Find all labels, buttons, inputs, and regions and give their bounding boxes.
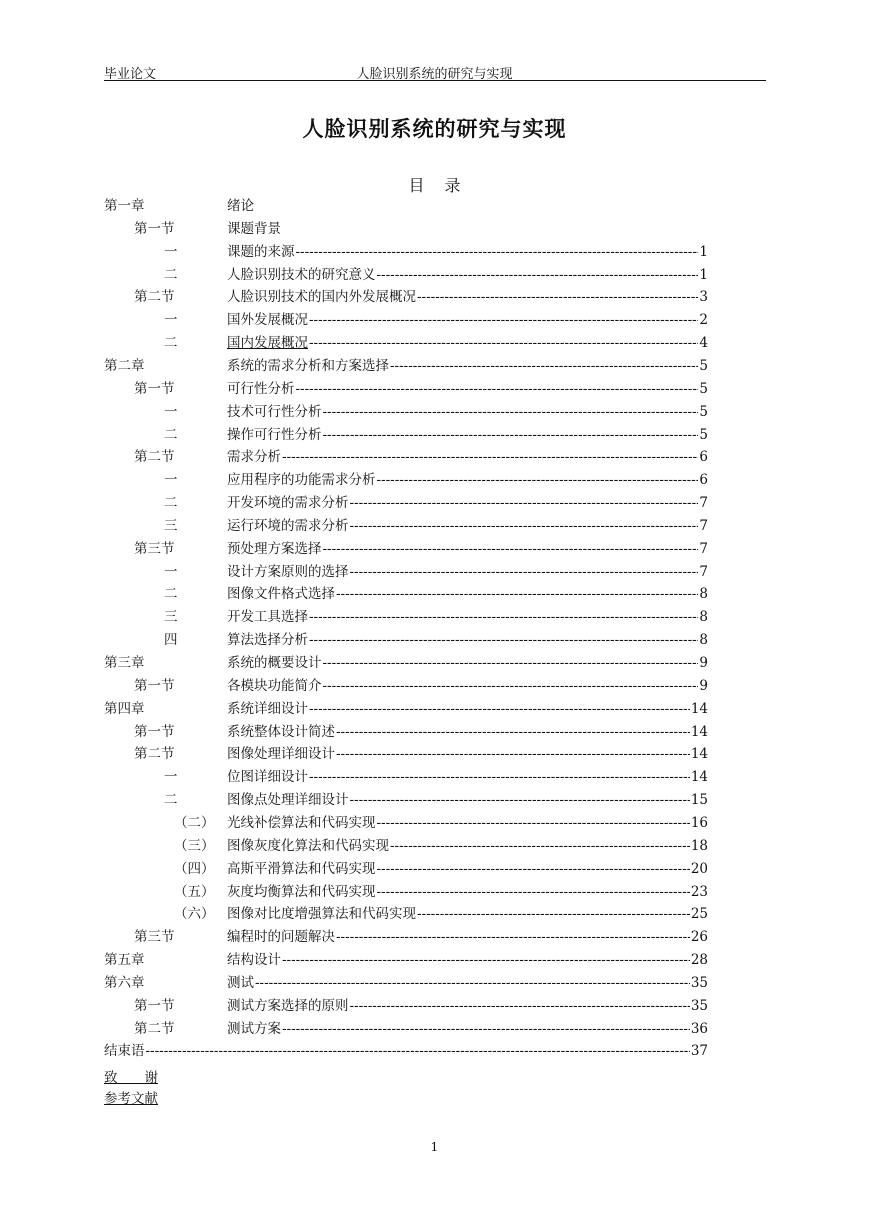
toc-entry-number: 第二节 <box>134 1020 175 1037</box>
toc-entry[interactable] <box>0 973 869 993</box>
toc-entry-page: 36 <box>690 1020 708 1037</box>
toc-entry-page: 28 <box>690 952 708 969</box>
toc-entry-title: 预处理方案选择 <box>227 540 322 557</box>
toc-entry-page: 6 <box>699 472 708 489</box>
toc-entry-title: 测试 <box>227 974 254 991</box>
toc-entry-number: 一 <box>164 563 178 580</box>
toc-entry-page: 5 <box>699 403 708 420</box>
toc-entry-title: 位图详细设计 <box>227 769 308 786</box>
toc-entry[interactable] <box>0 950 869 970</box>
toc-entry-number: 第一节 <box>134 723 175 740</box>
toc-leader-dashes <box>350 562 699 582</box>
toc-entry-number: 三 <box>164 609 178 626</box>
toc-leader-dashes <box>323 539 699 559</box>
toc-entry-page: 20 <box>690 860 708 877</box>
toc-entry-title: 国外发展概况 <box>227 312 308 329</box>
toc-entry[interactable] <box>0 470 869 490</box>
toc-leader-dashes <box>336 584 698 604</box>
toc-entry-title: 图像灰度化算法和代码实现 <box>227 837 389 854</box>
toc-entry-page: 8 <box>699 632 708 649</box>
toc-leader-dashes <box>336 927 690 947</box>
toc-entry-page: 6 <box>699 449 708 466</box>
toc-entry-title: 需求分析 <box>227 449 281 466</box>
toc-leader-dashes <box>309 607 698 627</box>
toc-entry[interactable] <box>0 539 869 559</box>
toc-leader-dashes <box>309 767 690 787</box>
toc-entry[interactable] <box>0 1019 869 1039</box>
toc-entry-title: 测试方案选择的原则 <box>227 997 349 1014</box>
toc-entry-page: 5 <box>699 380 708 397</box>
header-left-label: 毕业论文 <box>104 67 157 82</box>
toc-entry-page: 5 <box>699 357 708 374</box>
toc-entry[interactable] <box>0 196 869 216</box>
toc-entry-page: 18 <box>690 837 708 854</box>
toc-entry-title: 可行性分析 <box>227 380 295 397</box>
toc-leader-dashes <box>377 813 690 833</box>
toc-entry[interactable] <box>0 676 869 696</box>
toc-entry-page: 9 <box>699 677 708 694</box>
toc-entry-number: 一 <box>164 312 178 329</box>
toc-leader-dashes <box>377 882 690 902</box>
toc-entry-page: 7 <box>699 495 708 512</box>
toc-entry-number: 第三节 <box>134 540 175 557</box>
toc-leader-dashes <box>417 904 690 924</box>
toc-entry-page: 14 <box>690 700 708 717</box>
toc-entry[interactable] <box>0 836 869 856</box>
toc-leader-dashes <box>282 950 690 970</box>
toc-entry[interactable] <box>0 219 869 239</box>
toc-entry[interactable] <box>0 265 869 285</box>
toc-entry-page: 5 <box>699 426 708 443</box>
toc-entry[interactable] <box>0 744 869 764</box>
toc-entry-page: 14 <box>690 723 708 740</box>
toc-entry-title: 运行环境的需求分析 <box>227 517 349 534</box>
toc-entry-title: 算法选择分析 <box>227 632 308 649</box>
toc-entry-page: 4 <box>699 335 708 352</box>
toc-entry-number: 一 <box>164 472 178 489</box>
toc-leader-dashes <box>350 516 699 536</box>
toc-entry-number: 第四章 <box>104 700 145 717</box>
toc-leader-dashes <box>296 242 699 262</box>
toc-conclusion[interactable] <box>0 1041 869 1061</box>
toc-entry[interactable] <box>0 516 869 536</box>
toc-entry[interactable] <box>0 379 869 399</box>
toc-entry-page: 25 <box>690 906 708 923</box>
toc-entry-number: 第三节 <box>134 929 175 946</box>
toc-entry-title: 系统整体设计简述 <box>227 723 335 740</box>
toc-conclusion-title: 结束语 <box>104 1043 145 1060</box>
toc-heading: 目录 <box>408 176 481 195</box>
toc-entry-number: （五） <box>174 883 215 900</box>
toc-entry-title: 图像对比度增强算法和代码实现 <box>227 906 416 923</box>
toc-leader-dashes <box>323 425 699 445</box>
toc-entry-number: 四 <box>164 632 178 649</box>
toc-entry-page: 23 <box>690 883 708 900</box>
toc-entry-number: 二 <box>164 586 178 603</box>
toc-entry-title: 开发工具选择 <box>227 609 308 626</box>
toc-leader-dashes <box>282 1019 690 1039</box>
toc-entry[interactable] <box>0 927 869 947</box>
toc-entry-page: 8 <box>699 609 708 626</box>
toc-entry-page: 7 <box>699 563 708 580</box>
toc-entry-number: 第一节 <box>134 677 175 694</box>
toc-entry[interactable] <box>0 242 869 262</box>
toc-entry[interactable] <box>0 767 869 787</box>
toc-entry[interactable] <box>0 356 869 376</box>
toc-entry[interactable] <box>0 790 869 810</box>
toc-entry-number: 第六章 <box>104 974 145 991</box>
toc-entry-page: 35 <box>690 997 708 1014</box>
toc-entry-title: 图像处理详细设计 <box>227 746 335 763</box>
toc-entry-number: 第五章 <box>104 952 145 969</box>
toc-entry-page: 35 <box>690 974 708 991</box>
toc-entry[interactable] <box>0 904 869 924</box>
toc-entry-number: （四） <box>174 860 215 877</box>
toc-leader-dashes <box>146 1041 690 1061</box>
toc-entry-number: 一 <box>164 243 178 260</box>
toc-entry-page: 16 <box>690 814 708 831</box>
toc-entry-number: 第一节 <box>134 380 175 397</box>
toc-entry-number: 第一章 <box>104 198 145 214</box>
toc-entry-title: 人脸识别技术的国内外发展概况 <box>227 289 416 306</box>
toc-entry-title: 图像文件格式选择 <box>227 586 335 603</box>
toc-entry-title: 课题背景 <box>227 220 281 237</box>
toc-entry[interactable] <box>0 425 869 445</box>
toc-entry-title: 高斯平滑算法和代码实现 <box>227 860 376 877</box>
toc-leader-dashes <box>377 265 699 285</box>
toc-entry-page: 7 <box>699 517 708 534</box>
toc-leader-dashes <box>417 287 698 307</box>
toc-entry[interactable] <box>0 653 869 673</box>
toc-leader-dashes <box>296 379 699 399</box>
header-center-title: 人脸识别系统的研究与实现 <box>356 67 513 82</box>
toc-leader-dashes <box>350 790 690 810</box>
toc-entry-title: 系统的需求分析和方案选择 <box>227 357 389 374</box>
toc-leader-dashes <box>350 493 699 513</box>
toc-entry[interactable] <box>0 562 869 582</box>
toc-entry-page: 9 <box>699 655 708 671</box>
toc-entry-number: 第一节 <box>134 220 175 237</box>
toc-entry[interactable] <box>0 699 869 719</box>
toc-entry[interactable] <box>0 882 869 902</box>
toc-leader-dashes <box>377 859 690 879</box>
toc-entry[interactable] <box>0 630 869 650</box>
toc-entry-number: 一 <box>164 403 178 420</box>
toc-entry-title: 操作可行性分析 <box>227 426 322 443</box>
toc-entry-number: 二 <box>164 426 178 443</box>
toc-entry-page: 1 <box>699 266 708 283</box>
toc-conclusion-page: 37 <box>690 1043 708 1060</box>
toc-entry[interactable] <box>0 996 869 1016</box>
toc-entry-number: 第三章 <box>104 655 145 671</box>
toc-references[interactable]: 参考文献 <box>104 1091 158 1107</box>
toc-entry-title: 应用程序的功能需求分析 <box>227 472 376 489</box>
toc-entry-page: 15 <box>690 792 708 809</box>
toc-entry-title: 测试方案 <box>227 1020 281 1037</box>
toc-leader-dashes <box>309 333 698 353</box>
toc-leader-dashes <box>309 699 690 719</box>
toc-acknowledgement[interactable]: 致 谢 <box>104 1070 158 1086</box>
toc-entry-number: 二 <box>164 266 178 283</box>
toc-leader-dashes <box>309 630 698 650</box>
toc-entry[interactable] <box>0 584 869 604</box>
toc-entry-number: （六） <box>174 906 215 923</box>
toc-leader-dashes <box>390 836 690 856</box>
document-title: 人脸识别系统的研究与实现 <box>302 116 567 141</box>
toc-entry[interactable] <box>0 447 869 467</box>
toc-entry-page: 14 <box>690 769 708 786</box>
toc-entry-title: 系统的概要设计 <box>227 655 322 671</box>
toc-entry-number: （二） <box>174 814 215 831</box>
toc-entry-title: 光线补偿算法和代码实现 <box>227 814 376 831</box>
toc-entry-page: 3 <box>699 289 708 306</box>
toc-leader-dashes <box>390 356 698 376</box>
toc-leader-dashes <box>323 676 699 696</box>
toc-entry-title: 课题的来源 <box>227 243 295 260</box>
toc-entry-number: 第二节 <box>134 746 175 763</box>
toc-leader-dashes <box>323 402 699 422</box>
toc-entry-title: 图像点处理详细设计 <box>227 792 349 809</box>
toc-entry-title: 各模块功能简介 <box>227 677 322 694</box>
toc-entry[interactable] <box>0 607 869 627</box>
toc-entry-title: 开发环境的需求分析 <box>227 495 349 512</box>
toc-entry-page: 8 <box>699 586 708 603</box>
toc-entry[interactable] <box>0 722 869 742</box>
toc-entry[interactable] <box>0 813 869 833</box>
toc-entry-number: 三 <box>164 517 178 534</box>
toc-leader-dashes <box>255 973 690 993</box>
toc-entry[interactable] <box>0 493 869 513</box>
toc-leader-dashes <box>336 744 690 764</box>
toc-entry-title: 国内发展概况 <box>227 335 308 352</box>
toc-entry-title: 灰度均衡算法和代码实现 <box>227 883 376 900</box>
toc-entry-number: 二 <box>164 335 178 352</box>
page-number: 1 <box>430 1140 439 1154</box>
toc-entry-number: 第二节 <box>134 449 175 466</box>
toc-entry-number: 二 <box>164 792 178 809</box>
toc-entry-title: 技术可行性分析 <box>227 403 322 420</box>
toc-entry-number: 第一节 <box>134 997 175 1014</box>
toc-leader-dashes <box>309 310 698 330</box>
toc-entry-title: 结构设计 <box>227 952 281 969</box>
toc-leader-dashes <box>323 653 699 673</box>
toc-entry-number: 二 <box>164 495 178 512</box>
toc-leader-dashes <box>282 447 698 467</box>
toc-entry-page: 2 <box>699 312 708 329</box>
toc-entry-title: 系统详细设计 <box>227 700 308 717</box>
toc-entry-title: 编程时的问题解决 <box>227 929 335 946</box>
toc-entry-number: 一 <box>164 769 178 786</box>
toc-entry-page: 7 <box>699 540 708 557</box>
toc-entry[interactable] <box>0 287 869 307</box>
toc-leader-dashes <box>377 470 699 490</box>
toc-entry-number: 第二章 <box>104 357 145 374</box>
toc-entry-number: 第二节 <box>134 289 175 306</box>
toc-entry-title: 设计方案原则的选择 <box>227 563 349 580</box>
toc-entry[interactable] <box>0 859 869 879</box>
toc-entry-page: 14 <box>690 746 708 763</box>
toc-entry-title: 人脸识别技术的研究意义 <box>227 266 376 283</box>
toc-entry[interactable] <box>0 402 869 422</box>
toc-leader-dashes <box>350 996 690 1016</box>
toc-entry[interactable] <box>0 310 869 330</box>
toc-entry-page: 1 <box>699 243 708 260</box>
toc-leader-dashes <box>336 722 690 742</box>
toc-entry[interactable] <box>0 333 869 353</box>
toc-entry-number: （三） <box>174 837 215 854</box>
toc-entry-title: 绪论 <box>227 198 254 214</box>
toc-entry-page: 26 <box>690 929 708 946</box>
